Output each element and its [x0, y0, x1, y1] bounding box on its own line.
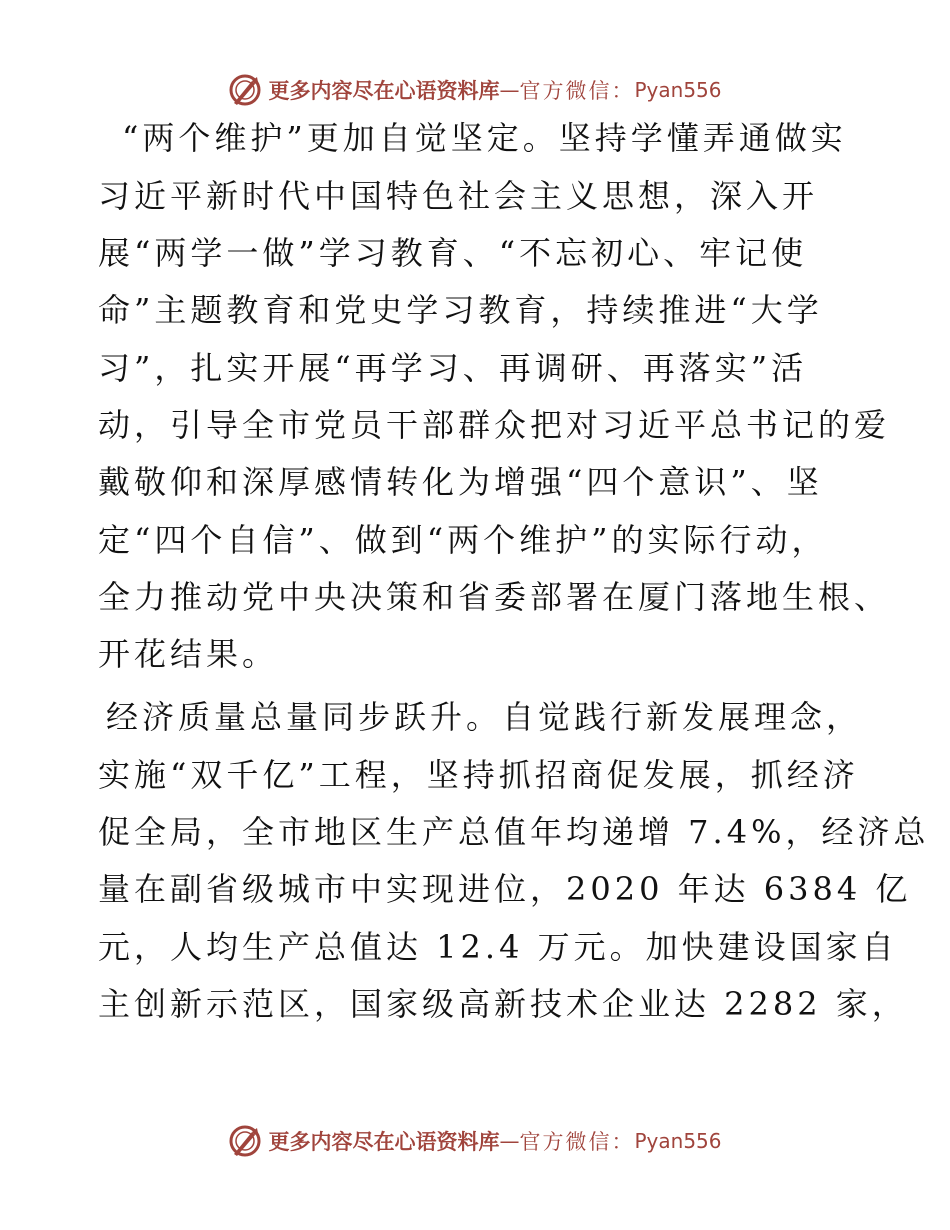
body-line: 戴敬仰和深厚感情转化为增强“四个意识”、坚: [98, 463, 823, 501]
body-line: 开花结果。: [98, 635, 279, 673]
body-line: 全力推动党中央决策和省委部署在厦门落地生根、: [98, 578, 891, 616]
footer-wechat-id: Pyan556: [634, 1129, 722, 1153]
body-line: 习近平新时代中国特色社会主义思想，深入开: [98, 177, 819, 215]
header-official-text: 官方微信：: [519, 79, 635, 103]
footer-banner: [0, 1121, 950, 1161]
body-line: 实施“双千亿”工程，坚持抓招商促发展，抓经济: [98, 756, 859, 794]
header-site-text: 更多内容尽在心语资料库: [268, 78, 500, 103]
body-line: 经济质量总量同步跃升。自觉践行新发展理念，: [106, 698, 863, 736]
footer-site-text: 更多内容尽在心语资料库: [268, 1129, 500, 1154]
header-banner: [0, 70, 950, 110]
quill-seal-logo-icon: [228, 1124, 262, 1158]
body-line: 元，人均生产总值达 12.4 万元。加快建设国家自: [98, 928, 898, 966]
body-line: 习”，扎实开展“再学习、再调研、再落实”活: [98, 349, 808, 387]
body-line: “两个维护”更加自觉坚定。坚持学懂弄通做实: [122, 119, 847, 157]
footer-dash: —: [499, 1129, 520, 1153]
body-line: 主创新示范区，国家级高新技术企业达 2282 家，: [98, 985, 908, 1023]
header-dash: —: [499, 78, 520, 102]
body-line: 量在副省级城市中实现进位，2020 年达 6384 亿: [98, 870, 912, 908]
body-line: 展“两学一做”学习教育、“不忘初心、牢记使: [98, 234, 808, 272]
quill-seal-logo-icon: [228, 73, 262, 107]
header-wechat-id: Pyan556: [634, 78, 722, 102]
body-line: 命”主题教育和党史学习教育，持续推进“大学: [98, 291, 823, 329]
body-line: 动，引导全市党员干部群众把对习近平总书记的爱: [98, 406, 891, 444]
body-line: 定“四个自信”、做到“两个维护”的实际行动，: [98, 521, 828, 559]
footer-official-text: 官方微信：: [519, 1130, 635, 1154]
body-line: 促全局，全市地区生产总值年均递增 7.4%，经济总: [98, 813, 930, 851]
